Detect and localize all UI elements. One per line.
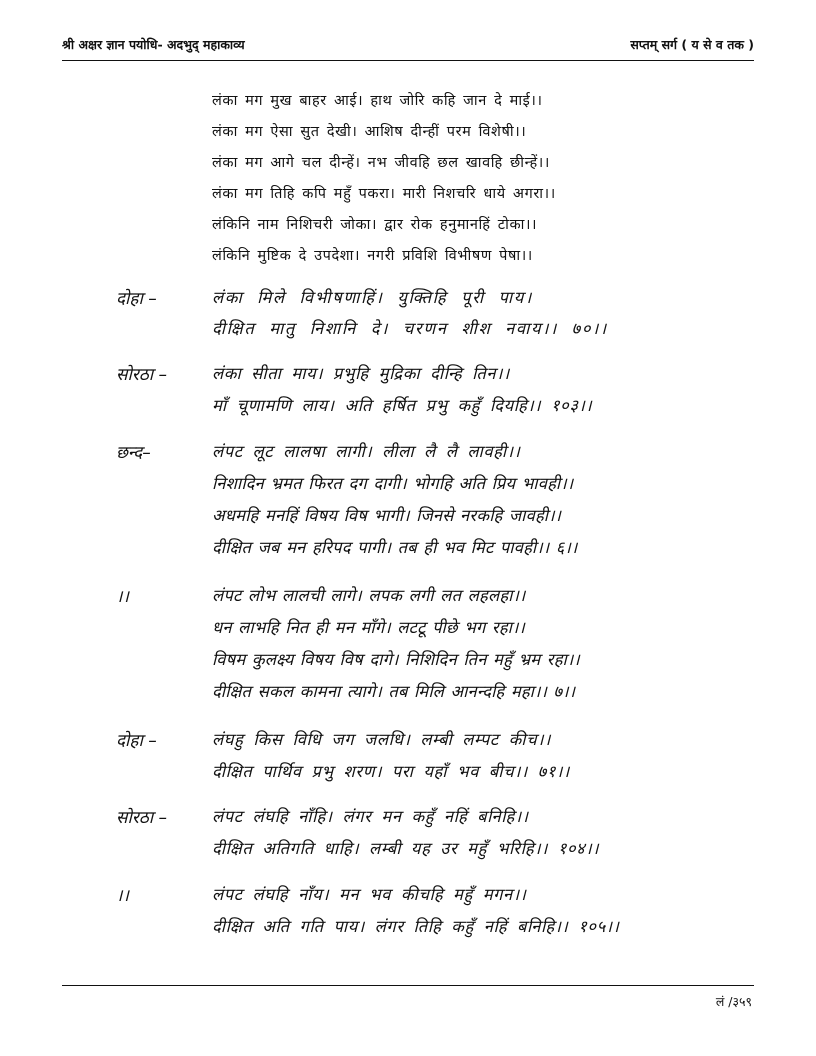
chhand-label: ।। <box>116 587 129 607</box>
sortha-line: लंका सीता माय। प्रभुहि मुद्रिका दीन्हि तिन।। <box>212 364 510 383</box>
sortha-line: माँ चूणामणि लाय। अति हर्षित प्रभु कहुँ दियहि।। १०३।। <box>212 396 593 415</box>
doha-line: लंका मिले विभीषणाहिं। युक्तिहि पूरी पाय। <box>212 288 533 307</box>
verse-line: लंकिनि मुष्टिक दे उपदेशा। नगरी प्रविशि विभीषण पेषा।। <box>212 248 533 264</box>
header-chapter: सप्तम् सर्ग ( य से व तक ) <box>630 37 754 52</box>
chhand-line: अधमहि मनहिं विषय विष भागी। जिनसे नरकहि जावही।। <box>212 506 562 525</box>
header-rule <box>62 60 754 61</box>
doha-label: दोहा – <box>116 731 157 751</box>
sortha-line: लंपट लंघहि नाँहि। लंगर मन कहुँ नहिं बनिहि।। <box>212 807 529 826</box>
chhand-line: दीक्षित सकल कामना त्यागे। तब मिलि आनन्दहि महा।। ७।। <box>212 682 576 701</box>
header-title: श्री अक्षर ज्ञान पयोधि- अदभुद् महाकाव्य <box>62 37 245 52</box>
footer-rule <box>62 985 754 986</box>
sortha-label: सोरठा – <box>116 808 168 828</box>
verse-line: लंका मग मुख बाहर आई। हाथ जोरि कहि जान दे माई।। <box>212 93 543 109</box>
sortha-label: ।। <box>116 886 129 906</box>
chhand-line: निशादिन भ्रमत फिरत दग दागी। भोगहि अति प्रिय भावही।। <box>212 474 574 493</box>
chhand-label: छन्द– <box>116 443 151 463</box>
sortha-line: दीक्षित अतिगति धाहि। लम्बी यह उर महुँ भरिहि।। १०४।। <box>212 839 600 858</box>
sortha-label: सोरठा – <box>116 365 168 385</box>
doha-line: दीक्षित मातु निशानि दे। चरणन शीश नवाय।। ७०।। <box>212 319 608 338</box>
sortha-line: लंपट लंघहि नाँय। मन भव कीचहि महुँ मगन।। <box>212 885 527 904</box>
verse-line: लंका मग ऐसा सुत देखी। आशिष दीन्हीं परम विशेषी।। <box>212 124 527 140</box>
chhand-line: लंपट लोभ लालची लागे। लपक लगी लत लहलहा।। <box>212 586 526 605</box>
chhand-line: दीक्षित जब मन हरिपद पागी। तब ही भव मिट पावही।। ६।। <box>212 538 578 557</box>
sortha-line: दीक्षित अति गति पाय। लंगर तिहि कहुँ नहिं बनिहि।। १०५।। <box>212 917 620 936</box>
verse-line: लंकिनि नाम निशिचरी जोका। द्वार रोक हनुमानहिं टोका।। <box>212 217 538 233</box>
doha-line: लंघहु किस विधि जग जलधि। लम्बी लम्पट कीच।। <box>212 730 551 749</box>
chhand-line: विषम कुलक्ष्य विषय विष दागे। निशिदिन तिन महुँ भ्रम रहा।। <box>212 650 580 669</box>
chhand-line: धन लाभहि नित ही मन माँगे। लटटू पीछे भग रहा।। <box>212 618 525 637</box>
verse-line: लंका मग तिहि कपि महुँ पकरा। मारी निशचरि धाये अगरा।। <box>212 186 556 202</box>
doha-label: दोहा – <box>116 289 157 309</box>
page-number: लं /३५९ <box>715 994 752 1009</box>
chhand-line: लंपट लूट लालषा लागी। लीला लै लै लावही।। <box>212 442 521 461</box>
doha-line: दीक्षित पार्थिव प्रभु शरण। परा यहाँ भव बीच।। ७१।। <box>212 762 570 781</box>
verse-line: लंका मग आगे चल दीन्हें। नभ जीवहि छल खावहि छीन्हें।। <box>212 155 550 171</box>
